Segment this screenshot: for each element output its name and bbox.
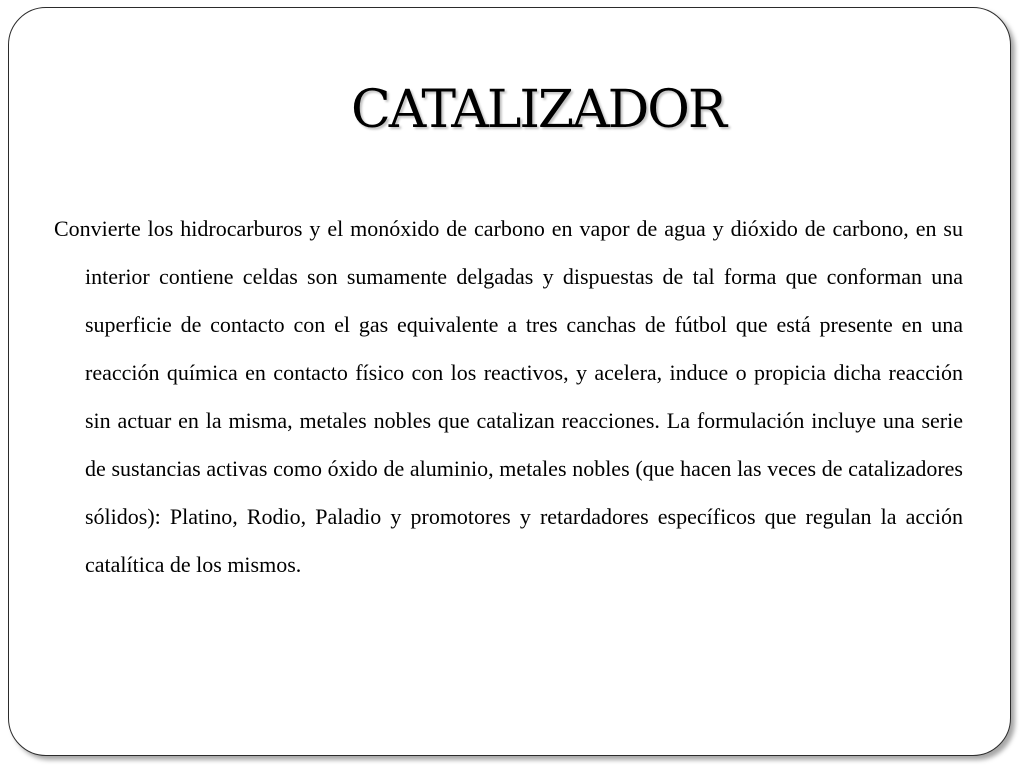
- slide-title: CATALIZADOR: [350, 80, 726, 140]
- slide-body-text: Convierte los hidrocarburos y el monóxido de carbono en vapor de agua y dióxido de carbono, en su interior contiene celdas son sumamente delgadas y dispuestas de tal forma que conforman una superficie de contacto con el gas equivalente a tres canchas de fútbol que está presente en una reacción química en contacto físico con los reactivos, y acelera, induce o propicia dicha reacción sin actuar en la misma, metales nobles que catalizan reacciones. La formulación incluye una serie de sustancias activas como óxido de aluminio, metales nobles (que hacen las veces de catalizadores sólidos): Platino, Rodio, Paladio y promotores y retardadores específicos que regulan la acción catalítica de los mismos.: [54, 216, 963, 577]
